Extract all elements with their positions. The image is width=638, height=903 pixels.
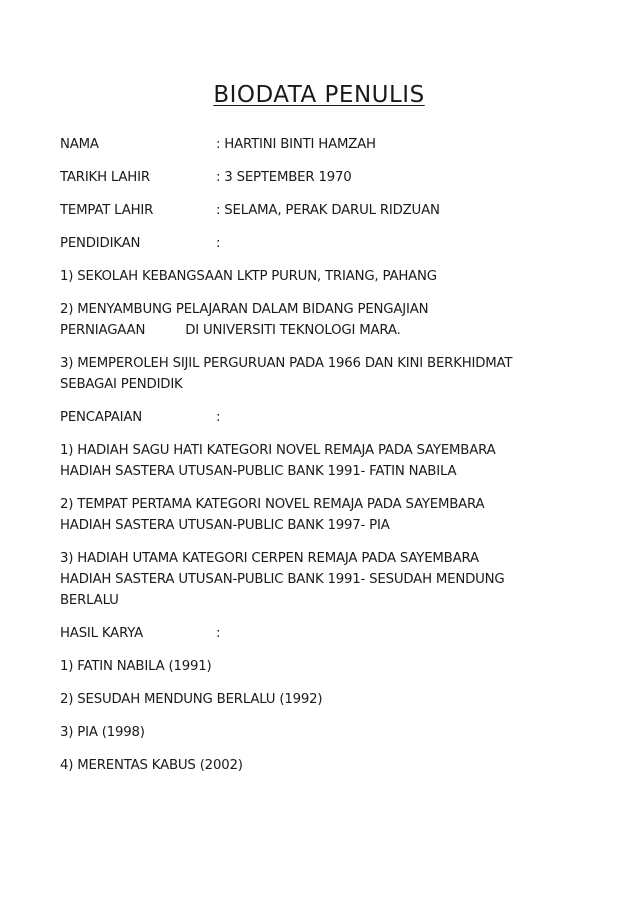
text-line: HADIAH SASTERA UTUSAN-PUBLIC BANK 1991- SESUDAH MENDUNG xyxy=(60,572,505,587)
pencapaian-item-3 xyxy=(60,548,580,611)
field-hasil-karya xyxy=(60,623,580,644)
field-tarikh-lahir xyxy=(60,167,580,188)
text-line: 1) SEKOLAH KEBANGSAAN LKTP PURUN, TRIANG, PAHANG xyxy=(60,269,437,284)
hasil-karya-item: 4) MERENTAS KABUS (2002) xyxy=(60,758,243,773)
text-line: 2) MENYAMBUNG PELAJARAN DALAM BIDANG PENGAJIAN xyxy=(60,302,429,317)
field-tempat-lahir xyxy=(60,200,580,221)
field-value: : HARTINI BINTI HAMZAH xyxy=(216,137,376,152)
text-line: SEBAGAI PENDIDIK xyxy=(60,377,183,392)
field-label: NAMA xyxy=(60,137,99,152)
hasil-karya-item: 3) PIA (1998) xyxy=(60,725,145,740)
field-label: TEMPAT LAHIR xyxy=(60,203,154,218)
hasil-karya-item: 1) FATIN NABILA (1991) xyxy=(60,659,212,674)
pencapaian-item-2 xyxy=(60,494,580,536)
text-line: HADIAH SASTERA UTUSAN-PUBLIC BANK 1991- FATIN NABILA xyxy=(60,464,457,479)
text-line: 3) MEMPEROLEH SIJIL PERGURUAN PADA 1966 DAN KINI BERKHIDMAT xyxy=(60,356,513,371)
text-segment: DI UNIVERSITI TEKNOLOGI MARA. xyxy=(185,323,401,338)
field-pendidikan xyxy=(60,233,580,254)
pencapaian-item-1 xyxy=(60,440,580,482)
field-nama xyxy=(60,134,580,155)
text-line: 3) HADIAH UTAMA KATEGORI CERPEN REMAJA PADA SAYEMBARA xyxy=(60,551,479,566)
text-line xyxy=(60,320,580,341)
field-value: : xyxy=(216,236,221,251)
field-label: TARIKH LAHIR xyxy=(60,170,150,185)
field-label: PENDIDIKAN xyxy=(60,236,141,251)
pendidikan-item-3 xyxy=(60,353,580,395)
pendidikan-item-2 xyxy=(60,299,580,341)
text-segment: PERNIAGAAN xyxy=(60,323,146,338)
page-title: BIODATA PENULIS xyxy=(213,82,425,108)
text-line: 2) TEMPAT PERTAMA KATEGORI NOVEL REMAJA PADA SAYEMBARA xyxy=(60,497,485,512)
field-label: HASIL KARYA xyxy=(60,626,144,641)
biodata-content xyxy=(60,134,580,776)
field-value: : xyxy=(216,410,221,425)
hasil-karya-item: 2) SESUDAH MENDUNG BERLALU (1992) xyxy=(60,692,323,707)
field-label: PENCAPAIAN xyxy=(60,410,142,425)
pendidikan-item-1 xyxy=(60,266,580,287)
field-pencapaian xyxy=(60,407,580,428)
text-line: BERLALU xyxy=(60,593,119,608)
field-value: : xyxy=(216,626,221,641)
field-value: : SELAMA, PERAK DARUL RIDZUAN xyxy=(216,203,440,218)
field-value: : 3 SEPTEMBER 1970 xyxy=(216,170,352,185)
text-line: 1) HADIAH SAGU HATI KATEGORI NOVEL REMAJA PADA SAYEMBARA xyxy=(60,443,496,458)
text-line: HADIAH SASTERA UTUSAN-PUBLIC BANK 1997- PIA xyxy=(60,518,390,533)
